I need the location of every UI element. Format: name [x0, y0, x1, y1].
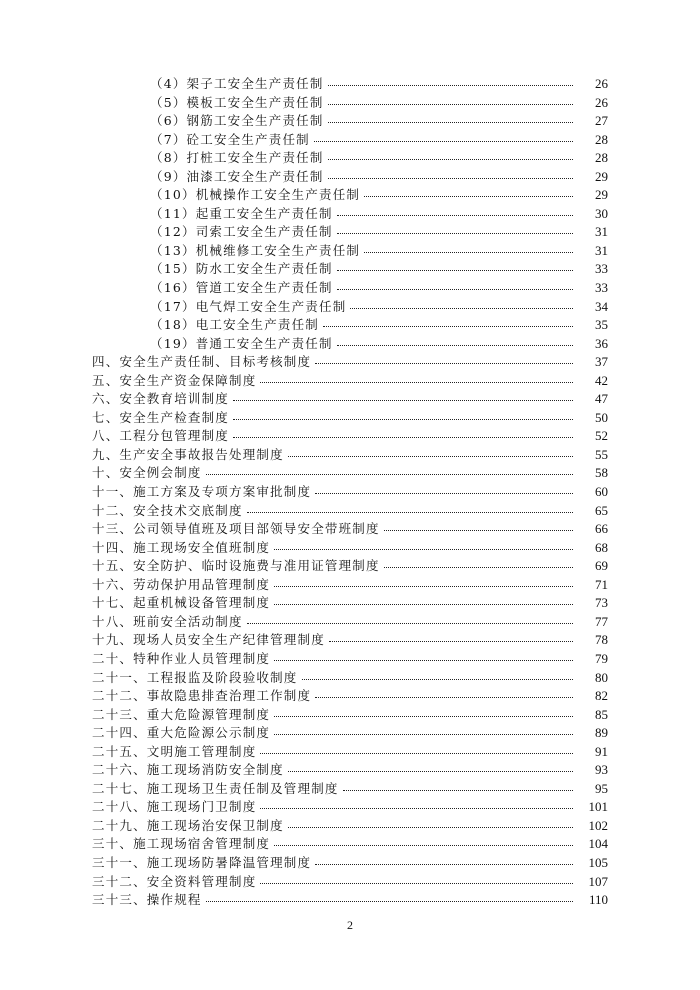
- toc-entry-page: 37: [595, 354, 608, 370]
- toc-entry-title: 二十八、施工现场门卫制度: [92, 799, 257, 815]
- toc-entry[interactable]: [0, 873, 700, 892]
- toc-entry-title: （13）机械维修工安全生产责任制: [150, 242, 361, 258]
- toc-entry[interactable]: [0, 650, 700, 669]
- toc-entry-title: 二十二、事故隐患排查治理工作制度: [92, 688, 312, 704]
- dot-leader: [274, 733, 573, 735]
- dot-leader: [247, 622, 573, 624]
- dot-leader: [328, 121, 573, 123]
- toc-entry[interactable]: [0, 761, 700, 780]
- toc-entry[interactable]: [0, 631, 700, 650]
- dot-leader: [233, 436, 573, 438]
- toc-entry-title: （16）管道工安全生产责任制: [150, 280, 333, 296]
- dot-leader: [260, 807, 573, 809]
- toc-entry-page: 107: [588, 873, 608, 889]
- toc-entry-page: 69: [595, 558, 608, 574]
- dot-leader: [328, 158, 573, 160]
- toc-entry-page: 36: [595, 335, 608, 351]
- toc-entry[interactable]: [0, 149, 700, 168]
- toc-entry-page: 93: [595, 762, 608, 778]
- toc-entry-page: 85: [595, 706, 608, 722]
- toc-entry-page: 27: [595, 113, 608, 129]
- toc-entry-title: 二十一、工程报监及阶段验收制度: [92, 669, 298, 685]
- page-number: 2: [347, 918, 353, 932]
- toc-entry-title: 八、工程分包管理制度: [92, 428, 230, 444]
- dot-leader: [329, 640, 573, 642]
- toc-entry[interactable]: [0, 798, 700, 817]
- dot-leader: [314, 140, 573, 142]
- toc-entry-page: 66: [595, 521, 608, 537]
- dot-leader: [247, 511, 573, 513]
- toc-entry[interactable]: [0, 724, 700, 743]
- main-entry-list: [0, 353, 700, 909]
- toc-entry[interactable]: [0, 75, 700, 94]
- toc-entry-title: 十四、施工现场安全值班制度: [92, 539, 271, 555]
- toc-entry[interactable]: [0, 390, 700, 409]
- toc-entry-title: 七、安全生产检查制度: [92, 409, 230, 425]
- dot-leader: [328, 177, 573, 179]
- toc-entry[interactable]: [0, 613, 700, 632]
- dot-leader: [328, 103, 573, 105]
- toc-entry-title: （11）起重工安全生产责任制: [150, 205, 333, 221]
- dot-leader: [337, 214, 573, 216]
- dot-leader: [274, 715, 573, 717]
- toc-entry-title: 十二、安全技术交底制度: [92, 502, 243, 518]
- toc-entry[interactable]: [0, 483, 700, 502]
- toc-entry[interactable]: [0, 409, 700, 428]
- dot-leader: [274, 844, 573, 846]
- toc-entry-page: 31: [595, 242, 608, 258]
- sub-entry-list: [0, 75, 700, 353]
- toc-entry[interactable]: [0, 335, 700, 354]
- toc-entry[interactable]: [0, 891, 700, 910]
- dot-leader: [233, 399, 573, 401]
- toc-entry-page: 30: [595, 205, 608, 221]
- toc-entry[interactable]: [0, 464, 700, 483]
- dot-leader: [233, 418, 573, 420]
- toc-entry-title: （6）钢筋工安全生产责任制: [150, 113, 324, 129]
- dot-leader: [315, 492, 573, 494]
- toc-entry-page: 52: [595, 428, 608, 444]
- dot-leader: [274, 585, 573, 587]
- toc-entry[interactable]: [0, 557, 700, 576]
- dot-leader: [337, 288, 573, 290]
- toc-entry-page: 33: [595, 261, 608, 277]
- toc-entry[interactable]: [0, 669, 700, 688]
- toc-entry[interactable]: [0, 223, 700, 242]
- dot-leader: [343, 789, 573, 791]
- toc-entry[interactable]: [0, 706, 700, 725]
- dot-leader: [302, 678, 573, 680]
- dot-leader: [337, 344, 573, 346]
- dot-leader: [206, 900, 573, 902]
- toc-entry-page: 42: [595, 372, 608, 388]
- toc-entry[interactable]: [0, 594, 700, 613]
- toc-entry[interactable]: [0, 260, 700, 279]
- toc-entry-page: 58: [595, 465, 608, 481]
- toc-entry-page: 89: [595, 725, 608, 741]
- dot-leader: [337, 269, 573, 271]
- toc-entry-page: 34: [595, 298, 608, 314]
- toc-entry[interactable]: [0, 131, 700, 150]
- dot-leader: [288, 770, 573, 772]
- toc-entry[interactable]: [0, 502, 700, 521]
- dot-leader: [260, 882, 573, 884]
- toc-entry-page: 102: [588, 817, 608, 833]
- toc-entry-page: 60: [595, 484, 608, 500]
- toc-entry-title: 二十七、施工现场卫生责任制及管理制度: [92, 780, 339, 796]
- toc-entry[interactable]: [0, 817, 700, 836]
- toc-entry-title: （19）普通工安全生产责任制: [150, 335, 333, 351]
- dot-leader: [260, 381, 573, 383]
- toc-entry-page: 29: [595, 187, 608, 203]
- dot-leader: [315, 362, 573, 364]
- toc-entry-title: 二十四、重大危险源公示制度: [92, 725, 271, 741]
- toc-entry-title: 十八、班前安全活动制度: [92, 613, 243, 629]
- dot-leader: [274, 603, 573, 605]
- toc-entry-title: （9）油漆工安全生产责任制: [150, 168, 324, 184]
- toc-entry[interactable]: [0, 427, 700, 446]
- dot-leader: [288, 455, 573, 457]
- toc-entry-title: （12）司索工安全生产责任制: [150, 224, 333, 240]
- toc-entry-page: 65: [595, 502, 608, 518]
- toc-entry-page: 110: [588, 892, 608, 908]
- toc-entry-page: 105: [588, 854, 608, 870]
- dot-leader: [315, 863, 573, 865]
- toc-entry[interactable]: [0, 446, 700, 465]
- toc-entry-title: 三十三、操作规程: [92, 892, 202, 908]
- dot-leader: [274, 659, 573, 661]
- dot-leader: [260, 752, 573, 754]
- toc-entry-title: 三十一、施工现场防暑降温管理制度: [92, 854, 312, 870]
- toc-entry-title: 二十九、施工现场治安保卫制度: [92, 817, 284, 833]
- toc-entry-title: 九、生产安全事故报告处理制度: [92, 446, 284, 462]
- toc-entry-page: 26: [595, 76, 608, 91]
- toc-entry[interactable]: [0, 279, 700, 298]
- toc-entry-title: 三十、施工现场宿舍管理制度: [92, 836, 271, 852]
- toc-entry-title: 二十三、重大危险源管理制度: [92, 706, 271, 722]
- dot-leader: [384, 566, 573, 568]
- toc-entry[interactable]: [0, 687, 700, 706]
- toc-entry[interactable]: [0, 94, 700, 113]
- toc-entry-page: 77: [595, 613, 608, 629]
- dot-leader: [315, 696, 573, 698]
- toc-entry-page: 82: [595, 688, 608, 704]
- toc-entry-page: 95: [595, 780, 608, 796]
- toc-entry-page: 78: [595, 632, 608, 648]
- toc-entry[interactable]: [0, 372, 700, 391]
- toc-entry-title: 十九、现场人员安全生产纪律管理制度: [92, 632, 325, 648]
- toc-entry-title: （4）架子工安全生产责任制: [150, 76, 324, 91]
- toc-entry-title: 十、安全例会制度: [92, 465, 202, 481]
- dot-leader: [288, 826, 573, 828]
- dot-leader: [364, 195, 573, 197]
- toc-entry[interactable]: [0, 316, 700, 335]
- dot-leader: [274, 548, 573, 550]
- toc-entry-title: 五、安全生产资金保障制度: [92, 372, 257, 388]
- toc-entry-page: 33: [595, 280, 608, 296]
- toc-entry-page: 47: [595, 391, 608, 407]
- toc-entry-title: （7）砼工安全生产责任制: [150, 131, 310, 147]
- toc-entry-page: 80: [595, 669, 608, 685]
- toc-entry-title: 十一、施工方案及专项方案审批制度: [92, 484, 312, 500]
- toc-entry-title: 二十、特种作业人员管理制度: [92, 650, 271, 666]
- toc-entry-title: （18）电工安全生产责任制: [150, 317, 320, 333]
- toc-entry-page: 28: [595, 131, 608, 147]
- toc-entry[interactable]: [0, 576, 700, 595]
- dot-leader: [323, 325, 573, 327]
- toc-entry-page: 91: [595, 743, 608, 759]
- dot-leader: [384, 529, 573, 531]
- toc-entry[interactable]: [0, 520, 700, 539]
- toc-entry-page: 55: [595, 446, 608, 462]
- toc-entry-page: 35: [595, 317, 608, 333]
- toc-entry[interactable]: [0, 835, 700, 854]
- toc-entry[interactable]: [0, 743, 700, 762]
- toc-entry-page: 73: [595, 595, 608, 611]
- toc-entry-title: 六、安全教育培训制度: [92, 391, 230, 407]
- toc-entry[interactable]: [0, 186, 700, 205]
- toc-entry[interactable]: [0, 298, 700, 317]
- toc-entry-title: 二十五、文明施工管理制度: [92, 743, 257, 759]
- dot-leader: [364, 251, 573, 253]
- toc-entry-page: 50: [595, 409, 608, 425]
- toc-entry-title: 四、安全生产责任制、目标考核制度: [92, 354, 312, 370]
- toc-entry[interactable]: [0, 168, 700, 187]
- toc-entry-page: 68: [595, 539, 608, 555]
- toc-entry-title: 十六、劳动保护用品管理制度: [92, 576, 271, 592]
- dot-leader: [206, 473, 573, 475]
- dot-leader: [328, 84, 573, 86]
- toc-entry-title: （15）防水工安全生产责任制: [150, 261, 333, 277]
- dot-leader: [350, 307, 573, 309]
- toc-entry-page: 28: [595, 150, 608, 166]
- toc-entry[interactable]: [0, 112, 700, 131]
- toc-entry[interactable]: [0, 854, 700, 873]
- toc-entry[interactable]: [0, 242, 700, 261]
- toc-entry-page: 29: [595, 168, 608, 184]
- toc-entry-title: （8）打桩工安全生产责任制: [150, 150, 324, 166]
- toc-entry-title: 十七、起重机械设备管理制度: [92, 595, 271, 611]
- toc-entry[interactable]: [0, 780, 700, 799]
- toc-entry-title: 二十六、施工现场消防安全制度: [92, 762, 284, 778]
- toc-entry-page: 26: [595, 94, 608, 110]
- toc-entry-page: 79: [595, 650, 608, 666]
- toc-entry-title: 十三、公司领导值班及项目部领导安全带班制度: [92, 521, 380, 537]
- toc-entry-title: 三十二、安全资料管理制度: [92, 873, 257, 889]
- toc-entry-title: （17）电气焊工安全生产责任制: [150, 298, 347, 314]
- toc-entry-title: （10）机械操作工安全生产责任制: [150, 187, 361, 203]
- toc-entry-page: 31: [595, 224, 608, 240]
- toc-entry[interactable]: [0, 353, 700, 372]
- toc-entry[interactable]: [0, 205, 700, 224]
- toc-entry-page: 101: [588, 799, 608, 815]
- toc-entry-title: 十五、安全防护、临时设施费与准用证管理制度: [92, 558, 380, 574]
- table-of-contents: [0, 75, 700, 910]
- dot-leader: [337, 232, 573, 234]
- toc-entry-page: 71: [595, 576, 608, 592]
- toc-entry-title: （5）模板工安全生产责任制: [150, 94, 324, 110]
- toc-entry-page: 104: [588, 836, 608, 852]
- toc-entry[interactable]: [0, 539, 700, 558]
